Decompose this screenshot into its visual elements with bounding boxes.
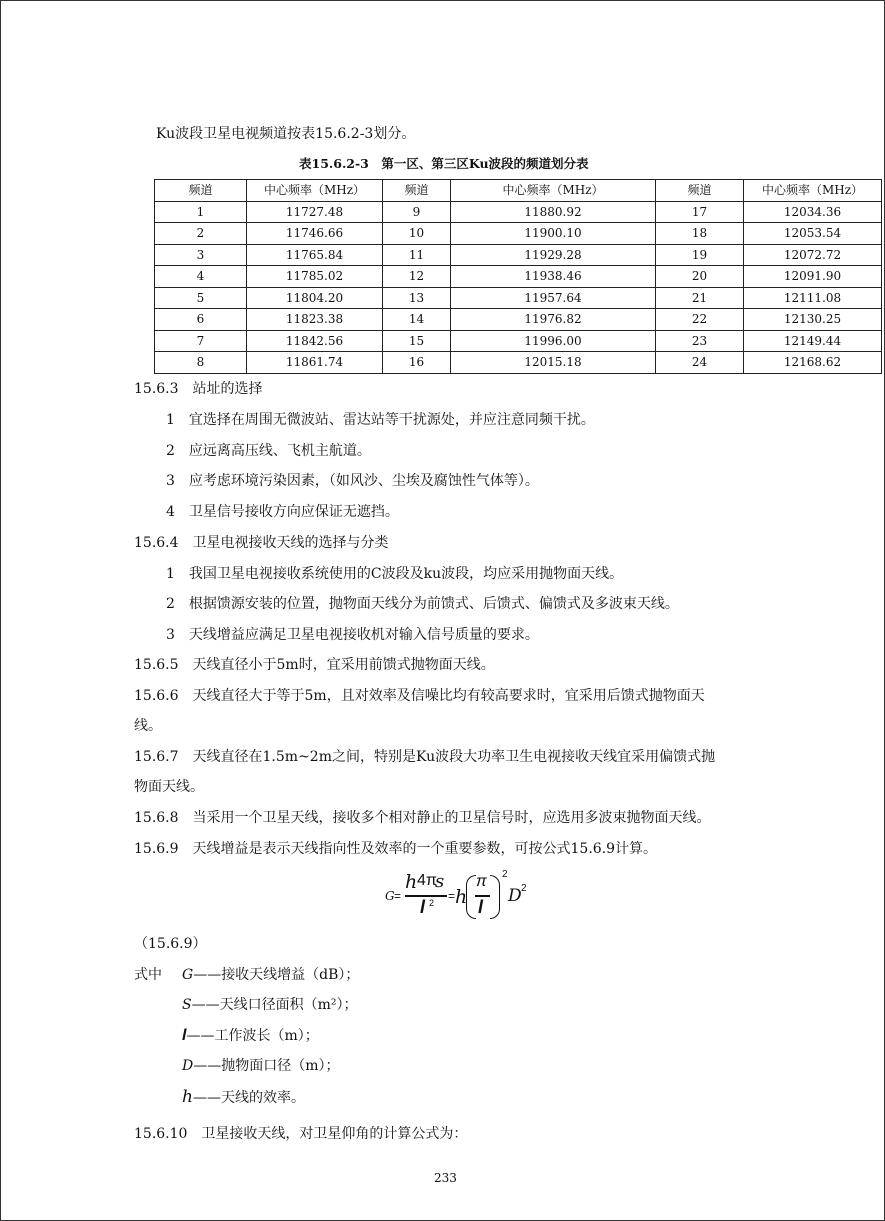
formula-g: G [385,889,395,903]
table-cell: 23 [656,330,744,352]
channel-frequency-table [154,179,882,374]
table-cell: 11996.00 [451,330,656,352]
section-heading-15-6-3: 15.6.3 站址的选择 [134,381,263,397]
table-cell: 11976.82 [451,309,656,331]
table-cell: 11900.10 [451,223,656,245]
symbol-lambda: l [182,1027,187,1044]
table-row [155,287,882,309]
formula-equals: = [448,889,456,903]
table-cell: 11785.02 [247,266,383,288]
header-center-frequency: 中心频率（MHz） [451,180,656,202]
table-cell: 12053.54 [744,223,882,245]
list-item: 2 应远离高压线、飞机主航道。 [166,443,371,459]
table-cell: 11746.66 [247,223,383,245]
table-cell: 12072.72 [744,244,882,266]
table-cell: 12091.90 [744,266,882,288]
definition-s [182,996,357,1014]
table-cell: 11823.38 [247,309,383,331]
list-item: 3 天线增益应满足卫星电视接收机对输入信号质量的要求。 [166,627,539,643]
table-cell: 12130.25 [744,309,882,331]
table-row [155,309,882,331]
definition-text: ——天线的效率。 [192,1090,305,1106]
clause-15-6-6-cont: 线。 [134,718,162,734]
formula-lambda: l [478,897,484,917]
table-row [155,330,882,352]
table-cell: 11957.64 [451,287,656,309]
clause-15-6-9: 15.6.9 天线增益是表示天线指向性及效率的一个重要参数，可按公式15.6.9计算。 [134,841,658,857]
definition-text: ——天线口径面积（m²）； [191,997,358,1013]
table-caption: 表15.6.2-3 第一区、第三区Ku波段的频道划分表 [299,156,589,171]
clause-15-6-8: 15.6.8 当采用一个卫星天线，接收多个相对静止的卫星信号时，应选用多波束抛物面天线。 [134,810,711,826]
table-cell: 21 [656,287,744,309]
list-item: 1 宜选择在周围无微波站、雷达站等干扰源处，并应注意同频干扰。 [166,412,595,428]
symbol-s: S [182,997,192,1013]
formula-equals: = [394,889,402,903]
header-channel: 频道 [155,180,247,202]
table-cell: 11727.48 [247,201,383,223]
table-cell: 12015.18 [451,352,656,374]
table-cell: 4 [155,266,247,288]
table-cell: 22 [656,309,744,331]
definition-text: ——工作波长（m）； [186,1028,319,1044]
formula-exponent: 2 [502,869,508,880]
clause-15-6-7-cont: 物面天线。 [134,779,204,795]
table-cell: 11938.46 [451,266,656,288]
list-item: 4 卫星信号接收方向应保证无遮挡。 [166,504,399,520]
table-cell: 12 [383,266,451,288]
definition-d [182,1057,340,1075]
symbol-d: D [182,1058,194,1074]
header-channel: 频道 [656,180,744,202]
table-cell: 8 [155,352,247,374]
table-cell: 11765.84 [247,244,383,266]
fraction-bar [405,895,447,897]
symbol-eta: h [182,1087,193,1107]
table-cell: 24 [656,352,744,374]
left-parenthesis [466,875,476,919]
formula-exponent: 2 [521,883,527,894]
table-cell: 12111.08 [744,287,882,309]
formula-pi: π [476,873,487,890]
clause-15-6-6: 15.6.6 天线直径大于等于5m，且对效率及信噪比均有较高要求时，宜采用后馈式抛物面天 [134,688,705,704]
table-row [155,352,882,374]
formula-s: s [435,871,445,892]
formula-four-pi: 4π [417,872,437,889]
clause-15-6-10: 15.6.10 卫星接收天线，对卫星仰角的计算公式为： [134,1126,468,1142]
formula-lambda-square: 2 [429,898,435,908]
table-cell: 11880.92 [451,201,656,223]
table-cell: 12034.36 [744,201,882,223]
intro-text: Ku波段卫星电视频道按表15.6.2-3划分。 [156,126,416,142]
list-item: 2 根据馈源安装的位置，抛物面天线分为前馈式、后馈式、偏馈式及多波束天线。 [166,596,679,612]
table-row [155,223,882,245]
where-label: 式中 [134,967,162,983]
table-cell: 10 [383,223,451,245]
symbol-g: G [182,967,194,983]
table-cell: 6 [155,309,247,331]
formula-eta: h [455,886,468,908]
definition-lambda [182,1027,319,1045]
list-item: 1 我国卫星电视接收系统使用的C波段及ku波段，均应采用抛物面天线。 [166,566,624,582]
antenna-gain-formula [385,867,545,927]
table-row [155,244,882,266]
table-cell: 9 [383,201,451,223]
definition-text: ——抛物面口径（m）； [193,1058,340,1074]
definition-eta [182,1088,305,1107]
formula-number: （15.6.9） [134,936,207,952]
definition-text: ——接收天线增益（dB）； [193,967,360,983]
table-cell: 14 [383,309,451,331]
table-cell: 13 [383,287,451,309]
table-row [155,266,882,288]
table-row [155,201,882,223]
formula-lambda: l [420,897,426,917]
table-cell: 1 [155,201,247,223]
header-center-frequency: 中心频率（MHz） [247,180,383,202]
table-cell: 11 [383,244,451,266]
clause-15-6-7: 15.6.7 天线直径在1.5m~2m之间，特别是Ku波段大功率卫生电视接收天线宜采用偏馈式抛 [134,749,716,765]
table-cell: 3 [155,244,247,266]
table-cell: 17 [656,201,744,223]
table-cell: 18 [656,223,744,245]
table-cell: 16 [383,352,451,374]
page-number: 233 [434,1171,457,1185]
right-parenthesis [490,875,500,919]
table-cell: 11861.74 [247,352,383,374]
table-cell: 12149.44 [744,330,882,352]
table-header-row [155,180,882,202]
table-cell: 12168.62 [744,352,882,374]
table-cell: 2 [155,223,247,245]
table-cell: 20 [656,266,744,288]
table-cell: 11929.28 [451,244,656,266]
table-cell: 5 [155,287,247,309]
table-cell: 15 [383,330,451,352]
header-center-frequency: 中心频率（MHz） [744,180,882,202]
section-heading-15-6-4: 15.6.4 卫星电视接收天线的选择与分类 [134,535,389,551]
formula-eta: h [405,871,418,893]
list-item: 3 应考虑环境污染因素，（如风沙、尘埃及腐蚀性气体等）。 [166,473,539,489]
table-cell: 7 [155,330,247,352]
formula-d: D [508,886,522,906]
clause-15-6-5: 15.6.5 天线直径小于5m时，宜采用前馈式抛物面天线。 [134,657,495,673]
table-cell: 11804.20 [247,287,383,309]
definition-g [182,966,359,984]
table-cell: 19 [656,244,744,266]
header-channel: 频道 [383,180,451,202]
table-cell: 11842.56 [247,330,383,352]
